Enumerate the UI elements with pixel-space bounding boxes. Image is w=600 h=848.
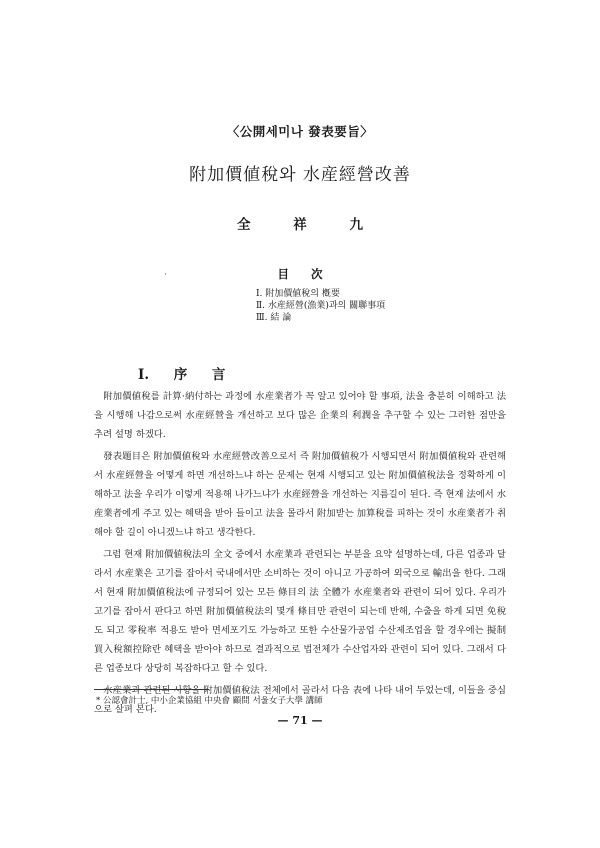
toc-item: Ⅱ. 水産經營(漁業)과의 關聯事項: [256, 301, 386, 311]
footnote-divider: [94, 689, 209, 690]
paper-title: 附加價値稅와 水産經營改善: [189, 165, 411, 185]
body-paragraph: 附加價値稅를 計算·納付하는 과정에 水産業者가 꼭 알고 있어야 할 事項, 法을 충분히 이해하고 法을 시행해 나감으로써 水産經營을 개선하고 보다 많은 企業의 利潤을 추구할 수 있는 그러한 점만을 추려 설명 하겠다.: [94, 391, 506, 440]
section-heading: Ⅰ. 序 言: [138, 367, 226, 383]
table-of-contents: [256, 288, 385, 324]
body-paragraph: 그럼 현재 附加價値稅法의 全文 중에서 水産業과 관련되는 부분을 요약 설명하는데, 다른 업종과 달라서 水産業은 고기를 잡아서 국내에서만 소비하는 것이 아니고 가공하여 외국으로 輸出을 한다. 그래서 현재 附加價値稅法에 규정되어 있는 모든 條目의 法 全體가 水産業者와 관련이 되어 있다. 우리가 고기를 잡아서 판다고 하면 附加價値稅法의 몇개 條目만 관련이 되는데 반해, 수출을 하게 되면 免稅도 되고 零稅率 적용도 받아 면세포기도 가능하고 또한 수산물가공업 수산제조업을 할 경우에는 擬制買入稅額控除란 혜택을 받아야 하므로 결과적으로 법전체가 수산업자와 관련이 되어 있다. 그래서 다른 업종보다 상당히 복잡하다고 할 수 있다.: [94, 549, 506, 674]
author-name: 全 祥 九: [237, 217, 363, 233]
seminar-header: 〈公開세미나 發表要旨〉: [226, 124, 374, 139]
toc-item: Ⅰ. 附加價値稅의 槪要: [256, 289, 340, 299]
body-paragraph: 水産業과 관련된 사항을 附加價値稅法 전체에서 골라서 다음 表에 나타 내어 두었는데, 이들을 중심으로 살펴 본다.: [94, 685, 506, 715]
page-number: — 71 —: [277, 714, 323, 727]
body-paragraph: 發表題目은 附加價値稅와 水産經營改善으로서 즉 附加價値稅가 시행되면서 附加價値稅와 관련해서 水産經營을 어떻게 하면 개선하느냐 하는 문제는 현재 시행되고 있는 附加價値稅法을 정확하게 이해하고 法을 우리가 이렇게 적용해 나가느냐가 水産經營을 개선하는 지름길이 된다. 즉 현재 法에서 水産業者에게 주고 있는 혜택을 받아 들이고 法을 몰라서 附加받는 加算稅를 피하는 것이 水産業者가 취해야 할 길이 아니겠느냐 하고 생각한다.: [94, 451, 506, 538]
toc-item: Ⅲ. 結 論: [256, 313, 292, 323]
stray-mark: ·: [164, 270, 167, 280]
section-body: [94, 387, 506, 719]
toc-title: 目 次: [277, 267, 323, 281]
author-footnote: * 公認會計士, 中小企業協組 中央會 顧問 서울女子大學 講師: [96, 696, 323, 706]
